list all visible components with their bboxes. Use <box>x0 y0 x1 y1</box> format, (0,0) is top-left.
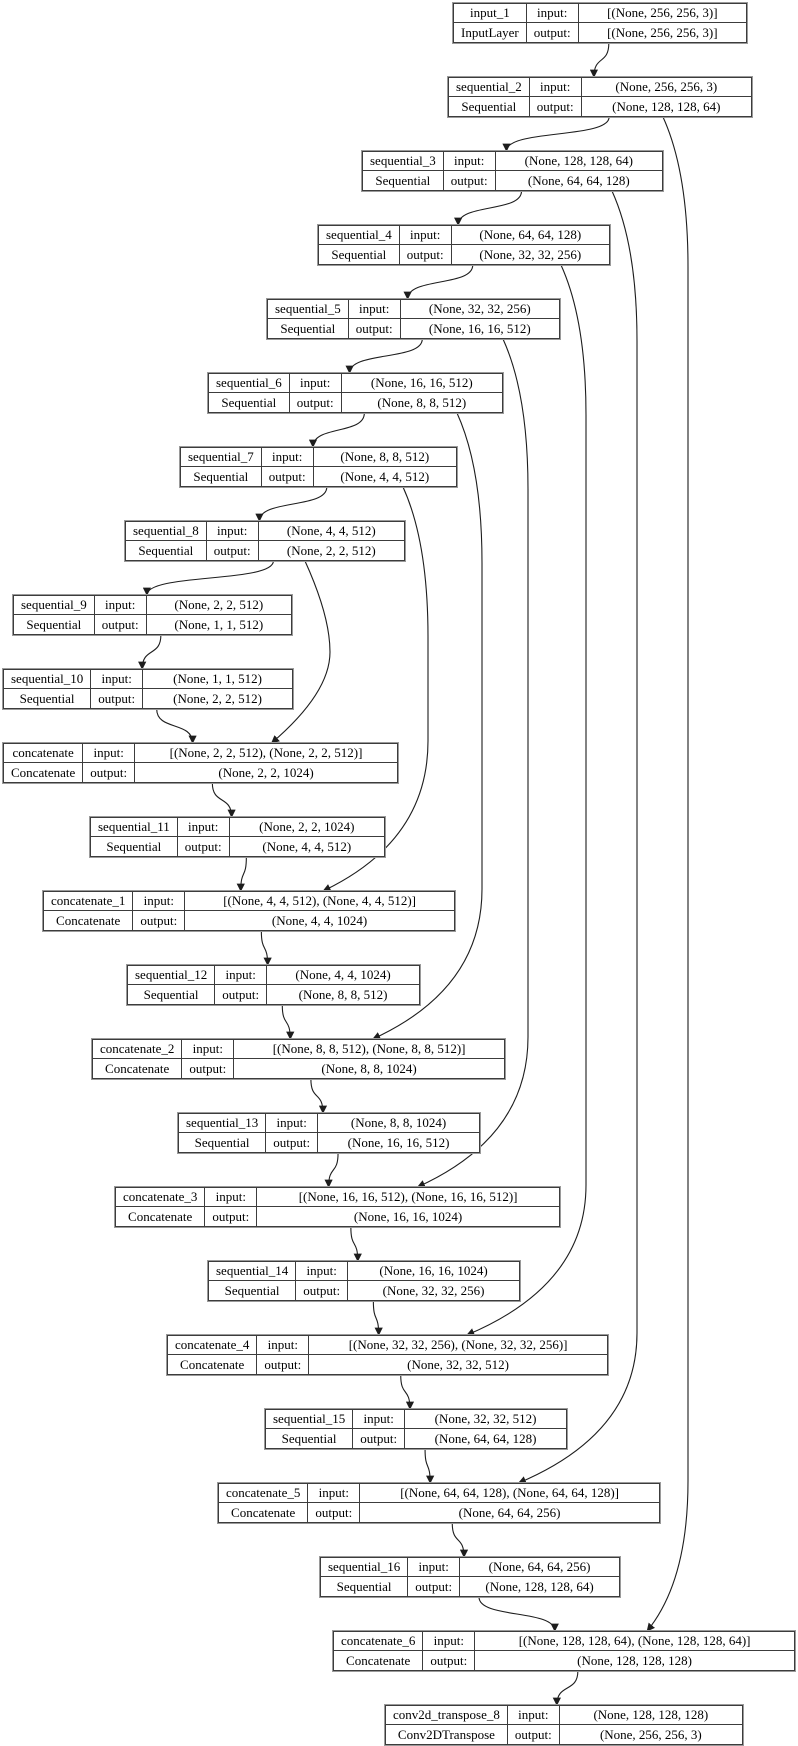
node-sequential_8 <box>125 521 405 561</box>
edge-sequential_5-to-sequential_6 <box>350 339 423 373</box>
input-shape: (None, 1, 1, 512) <box>143 670 292 689</box>
layer-class: Sequential <box>179 1133 266 1152</box>
input-label: input: <box>408 1558 460 1577</box>
output-shape: (None, 8, 8, 1024) <box>321 1060 417 1076</box>
layer-class: Sequential <box>319 245 400 264</box>
layer-name: concatenate_4 <box>168 1336 257 1355</box>
node-sequential_6 <box>208 373 503 413</box>
output-label: output: <box>444 171 496 190</box>
output-shape: (None, 32, 32, 256) <box>479 246 582 262</box>
input-label: input: <box>444 152 496 171</box>
node-sequential_14 <box>208 1261 520 1301</box>
layer-class: Concatenate <box>334 1651 423 1670</box>
input-label: input: <box>91 670 143 689</box>
node-concatenate <box>3 743 398 783</box>
edge-sequential_6-to-sequential_7 <box>313 413 364 447</box>
output-shape: (None, 4, 4, 512) <box>340 468 430 484</box>
edge-concatenate-to-sequential_11 <box>212 783 231 817</box>
edge-concatenate_2-to-sequential_13 <box>311 1079 323 1113</box>
edge-sequential_6-to-concatenate_2 <box>373 413 482 1039</box>
output-label: output: <box>182 1059 234 1078</box>
layer-name: sequential_12 <box>128 966 215 985</box>
node-concatenate_1 <box>43 891 455 931</box>
output-shape: (None, 16, 16, 1024) <box>353 1208 463 1224</box>
input-shape: (None, 4, 4, 512) <box>259 522 404 541</box>
layer-name: sequential_11 <box>91 818 178 837</box>
output-label: output: <box>207 541 259 560</box>
layer-class: Concatenate <box>93 1059 182 1078</box>
output-shape: (None, 64, 64, 256) <box>458 1504 561 1520</box>
output-shape: (None, 8, 8, 512) <box>298 986 388 1002</box>
edge-sequential_4-to-concatenate_4 <box>467 265 586 1335</box>
layer-class: Sequential <box>91 837 178 856</box>
input-shape: [(None, 8, 8, 512), (None, 8, 8, 512)] <box>234 1040 504 1059</box>
output-label: output: <box>349 319 401 338</box>
output-shape: (None, 64, 64, 128) <box>527 172 630 188</box>
layer-class: Sequential <box>449 97 530 116</box>
node-sequential_12 <box>127 965 420 1005</box>
edge-sequential_2-to-sequential_3 <box>506 117 609 151</box>
layer-class: Concatenate <box>219 1503 308 1522</box>
output-label: output: <box>215 985 267 1004</box>
output-shape: (None, 1, 1, 512) <box>174 616 264 632</box>
output-label: output: <box>91 689 143 708</box>
output-label: output: <box>290 393 342 412</box>
output-label: output: <box>257 1355 309 1374</box>
input-shape: (None, 64, 64, 128) <box>452 226 609 245</box>
layer-name: sequential_10 <box>4 670 91 689</box>
input-label: input: <box>353 1410 405 1429</box>
input-label: input: <box>182 1040 234 1059</box>
output-shape: (None, 32, 32, 512) <box>407 1356 509 1372</box>
node-sequential_15 <box>265 1409 567 1449</box>
layer-name: sequential_3 <box>363 152 444 171</box>
node-input_1 <box>453 3 747 43</box>
output-shape: (None, 2, 2, 512) <box>173 690 262 706</box>
layer-class: Sequential <box>321 1577 408 1596</box>
input-label: input: <box>530 78 582 97</box>
edge-sequential_9-to-sequential_10 <box>142 635 161 669</box>
layer-name: concatenate_1 <box>44 892 133 911</box>
edge-concatenate_3-to-sequential_14 <box>351 1227 358 1261</box>
input-shape: (None, 32, 32, 512) <box>405 1410 566 1429</box>
input-label: input: <box>400 226 452 245</box>
node-concatenate_4 <box>167 1335 608 1375</box>
edge-concatenate_6-to-conv2d_transpose_8 <box>557 1671 578 1705</box>
layer-name: sequential_15 <box>266 1410 353 1429</box>
input-label: input: <box>349 300 401 319</box>
node-concatenate_6 <box>333 1631 795 1671</box>
input-shape: [(None, 64, 64, 128), (None, 64, 64, 128)] <box>360 1484 659 1503</box>
input-shape: [(None, 4, 4, 512), (None, 4, 4, 512)] <box>185 892 454 911</box>
input-label: input: <box>207 522 259 541</box>
output-shape: (None, 64, 64, 128) <box>434 1430 537 1446</box>
input-shape: (None, 2, 2, 512) <box>147 596 291 615</box>
node-sequential_3 <box>362 151 663 191</box>
output-shape: (None, 2, 2, 512) <box>286 542 376 558</box>
input-shape: [(None, 128, 128, 64), (None, 128, 128, 64)] <box>475 1632 794 1651</box>
node-sequential_9 <box>13 595 292 635</box>
input-shape: (None, 256, 256, 3) <box>582 78 751 97</box>
edge-sequential_3-to-concatenate_5 <box>519 191 637 1483</box>
node-sequential_4 <box>318 225 610 265</box>
output-label: output: <box>530 97 582 116</box>
layer-name: sequential_16 <box>321 1558 408 1577</box>
output-shape: (None, 128, 128, 128) <box>577 1652 692 1668</box>
input-label: input: <box>508 1706 560 1725</box>
edge-sequential_15-to-concatenate_5 <box>425 1449 430 1483</box>
input-shape: [(None, 2, 2, 512), (None, 2, 2, 512)] <box>135 744 397 763</box>
output-label: output: <box>527 23 579 42</box>
edge-sequential_14-to-concatenate_4 <box>373 1301 378 1335</box>
input-shape: [(None, 32, 32, 256), (None, 32, 32, 256)] <box>309 1336 607 1355</box>
layer-name: sequential_4 <box>319 226 400 245</box>
input-label: input: <box>178 818 230 837</box>
output-label: output: <box>408 1577 460 1596</box>
node-concatenate_5 <box>218 1483 660 1523</box>
node-concatenate_2 <box>92 1039 505 1079</box>
output-shape: (None, 32, 32, 256) <box>382 1282 485 1298</box>
input-shape: (None, 2, 2, 1024) <box>230 818 384 837</box>
layer-name: concatenate <box>4 744 83 763</box>
output-shape: (None, 128, 128, 64) <box>485 1578 594 1594</box>
layer-name: sequential_13 <box>179 1114 266 1133</box>
input-label: input: <box>290 374 342 393</box>
input-label: input: <box>423 1632 475 1651</box>
layer-name: sequential_5 <box>268 300 349 319</box>
output-label: output: <box>266 1133 318 1152</box>
node-sequential_10 <box>3 669 293 709</box>
input-shape: [(None, 16, 16, 512), (None, 16, 16, 512)] <box>257 1188 559 1207</box>
output-shape: (None, 8, 8, 512) <box>377 394 467 410</box>
layer-class: Sequential <box>268 319 349 338</box>
edge-sequential_12-to-concatenate_2 <box>282 1005 290 1039</box>
layer-class: Concatenate <box>116 1207 205 1226</box>
layer-class: Concatenate <box>168 1355 257 1374</box>
layer-class: Sequential <box>4 689 91 708</box>
input-label: input: <box>95 596 147 615</box>
layer-class: Sequential <box>126 541 207 560</box>
output-label: output: <box>262 467 314 486</box>
node-sequential_7 <box>180 447 457 487</box>
output-shape: (None, 4, 4, 1024) <box>271 912 368 928</box>
output-shape: (None, 128, 128, 64) <box>612 98 721 114</box>
layer-class: Sequential <box>14 615 95 634</box>
node-sequential_11 <box>90 817 385 857</box>
output-shape: [(None, 256, 256, 3)] <box>607 24 718 40</box>
layer-name: conv2d_transpose_8 <box>386 1706 508 1725</box>
layer-name: sequential_2 <box>449 78 530 97</box>
output-label: output: <box>508 1725 560 1744</box>
output-label: output: <box>353 1429 405 1448</box>
edge-sequential_2-to-concatenate_6 <box>647 117 688 1631</box>
output-shape: (None, 4, 4, 512) <box>262 838 352 854</box>
input-label: input: <box>296 1262 348 1281</box>
input-shape: (None, 128, 128, 64) <box>496 152 662 171</box>
layer-class: Sequential <box>363 171 444 190</box>
layer-name: sequential_6 <box>209 374 290 393</box>
layer-name: sequential_8 <box>126 522 207 541</box>
edge-sequential_16-to-concatenate_6 <box>479 1597 555 1631</box>
node-sequential_16 <box>320 1557 620 1597</box>
edge-sequential_3-to-sequential_4 <box>458 191 521 225</box>
layer-class: Concatenate <box>4 763 83 782</box>
layer-class: Conv2DTranspose <box>386 1725 508 1744</box>
input-shape: (None, 64, 64, 256) <box>460 1558 619 1577</box>
output-label: output: <box>205 1207 257 1226</box>
output-shape: (None, 16, 16, 512) <box>347 1134 450 1150</box>
layer-name: sequential_7 <box>181 448 262 467</box>
layer-name: concatenate_2 <box>93 1040 182 1059</box>
layer-class: Sequential <box>266 1429 353 1448</box>
node-concatenate_3 <box>115 1187 560 1227</box>
output-label: output: <box>296 1281 348 1300</box>
edge-sequential_10-to-concatenate <box>157 709 193 743</box>
output-shape: (None, 16, 16, 512) <box>428 320 531 336</box>
layer-name: concatenate_3 <box>116 1188 205 1207</box>
layer-class: Sequential <box>128 985 215 1004</box>
output-label: output: <box>83 763 135 782</box>
node-sequential_5 <box>267 299 560 339</box>
input-shape: (None, 8, 8, 512) <box>314 448 456 467</box>
edge-sequential_7-to-sequential_8 <box>259 487 326 521</box>
input-label: input: <box>205 1188 257 1207</box>
layer-name: sequential_14 <box>209 1262 296 1281</box>
edge-sequential_8-to-concatenate <box>272 561 330 743</box>
edge-input_1-to-sequential_2 <box>594 43 609 77</box>
input-label: input: <box>83 744 135 763</box>
input-label: input: <box>215 966 267 985</box>
node-sequential_2 <box>448 77 752 117</box>
node-conv2d_transpose_8 <box>385 1705 743 1745</box>
input-label: input: <box>257 1336 309 1355</box>
edge-concatenate_5-to-sequential_16 <box>452 1523 464 1557</box>
input-label: input: <box>308 1484 360 1503</box>
layer-name: concatenate_6 <box>334 1632 423 1651</box>
input-label: input: <box>527 4 579 23</box>
output-label: output: <box>178 837 230 856</box>
edge-sequential_8-to-sequential_9 <box>147 561 273 595</box>
input-shape: (None, 128, 128, 128) <box>560 1706 742 1725</box>
layer-class: Sequential <box>209 1281 296 1300</box>
layer-class: InputLayer <box>454 23 527 42</box>
edge-sequential_13-to-concatenate_3 <box>329 1153 338 1187</box>
edge-concatenate_1-to-sequential_12 <box>261 931 267 965</box>
input-shape: (None, 8, 8, 1024) <box>318 1114 479 1133</box>
output-label: output: <box>423 1651 475 1670</box>
input-label: input: <box>133 892 185 911</box>
layer-name: sequential_9 <box>14 596 95 615</box>
layer-name: input_1 <box>454 4 527 23</box>
layer-class: Sequential <box>209 393 290 412</box>
output-shape: (None, 2, 2, 1024) <box>218 764 314 780</box>
input-shape: (None, 4, 4, 1024) <box>267 966 419 985</box>
edge-concatenate_4-to-sequential_15 <box>401 1375 410 1409</box>
input-shape: (None, 16, 16, 512) <box>342 374 502 393</box>
edge-sequential_4-to-sequential_5 <box>408 265 473 299</box>
layer-name: concatenate_5 <box>219 1484 308 1503</box>
output-label: output: <box>133 911 185 930</box>
input-shape: (None, 32, 32, 256) <box>401 300 559 319</box>
output-label: output: <box>95 615 147 634</box>
edge-sequential_11-to-concatenate_1 <box>241 857 247 891</box>
output-shape: (None, 256, 256, 3) <box>599 1726 702 1742</box>
input-label: input: <box>266 1114 318 1133</box>
layer-class: Sequential <box>181 467 262 486</box>
input-shape: [(None, 256, 256, 3)] <box>579 4 746 23</box>
output-label: output: <box>400 245 452 264</box>
layer-class: Concatenate <box>44 911 133 930</box>
input-label: input: <box>262 448 314 467</box>
input-shape: (None, 16, 16, 1024) <box>348 1262 519 1281</box>
node-sequential_13 <box>178 1113 480 1153</box>
output-label: output: <box>308 1503 360 1522</box>
